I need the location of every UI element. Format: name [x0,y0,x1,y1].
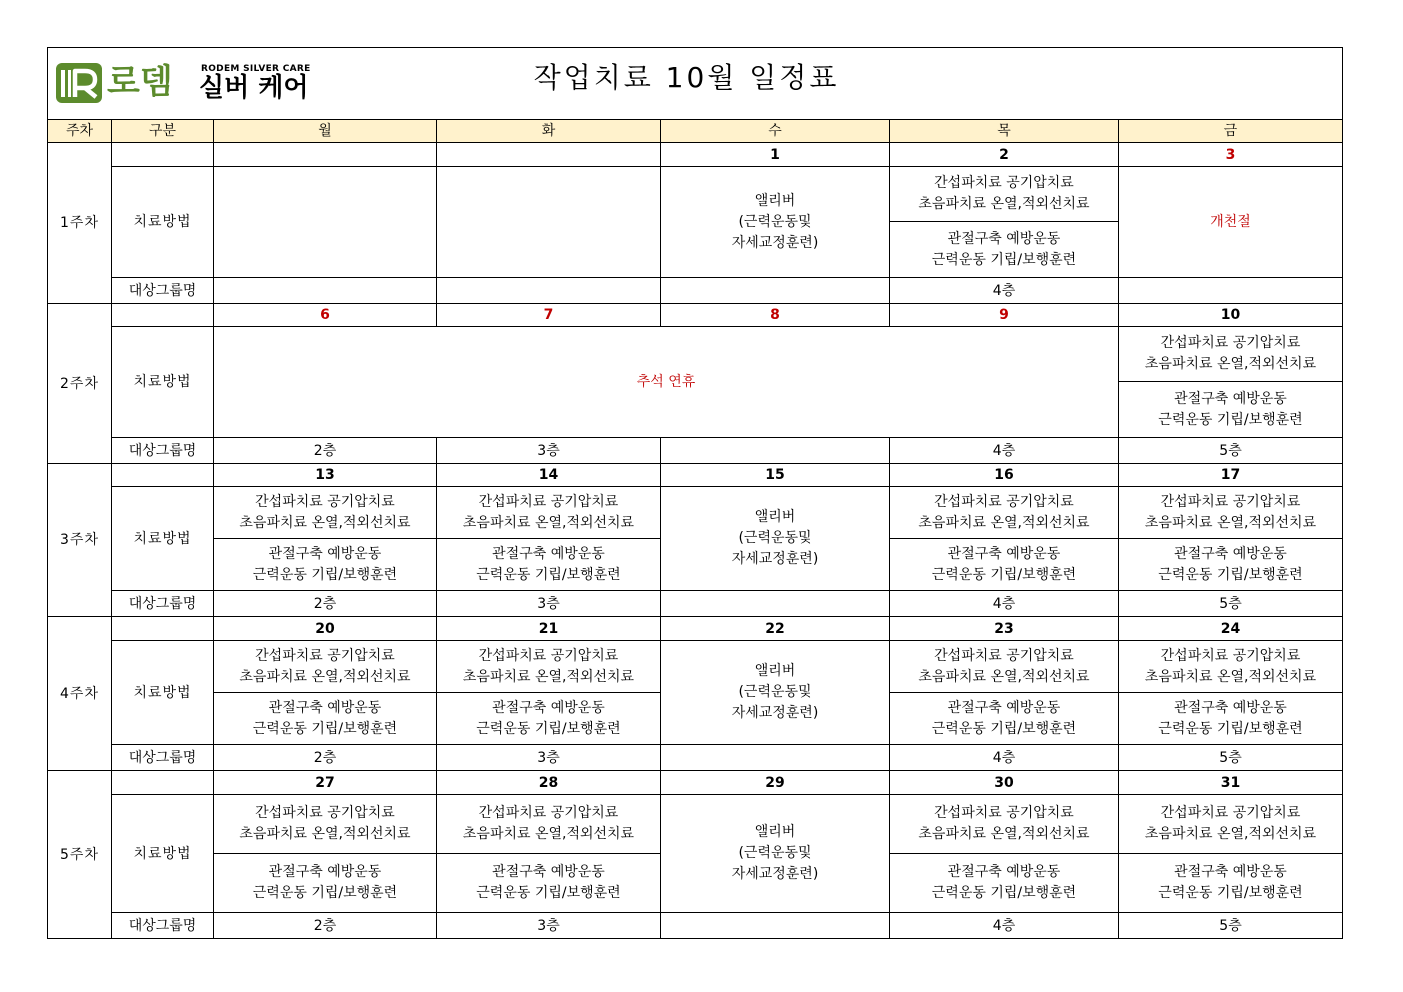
holiday-cell: 추석 연휴 [214,327,1119,438]
therapy-cell-bottom [890,222,1119,278]
header-day-mon: 월 [214,120,437,143]
date-cell-tue: 7 [437,304,661,327]
header-day-tue: 화 [437,120,661,143]
date-cell-wed: 15 [661,464,890,487]
therapy-cell-top [1119,487,1343,539]
holiday-cell: 개천절 [1119,167,1343,278]
group-cell-fri: 5층 [1119,591,1343,617]
date-cell-fri: 3 [1119,143,1343,167]
therapy-line: 근력운동 기립/보행훈련 [476,566,621,583]
therapy-line: 초음파치료 온열,적외선치료 [462,826,635,842]
therapy-line: 초음파치료 온열,적외선치료 [918,514,1090,531]
therapy-line: 관절구축 예방운동 [947,699,1061,716]
therapy-cell-bottom [1119,854,1343,913]
aliver-line: 앨리버 [754,509,796,525]
category-empty [112,143,214,167]
week-2-method-row [48,327,1343,382]
therapy-cell-bottom [437,854,661,913]
date-cell-wed: 8 [661,304,890,327]
therapy-cell-top [437,641,661,693]
date-cell-tue: 14 [437,464,661,487]
date-cell-fri: 17 [1119,464,1343,487]
date-cell-thu: 23 [890,617,1119,641]
empty-cell [437,143,661,167]
group-cell-mon: 2층 [214,591,437,617]
group-cell-mon: 2층 [214,438,437,464]
therapy-line: 관절구축 예방운동 [1174,545,1287,562]
aliver-line: 앨리버 [754,192,796,209]
therapy-cell-top [890,167,1119,222]
therapy-cell-top [214,641,437,693]
week-label: 4주차 [48,617,112,771]
date-cell-mon: 20 [214,617,437,641]
therapy-cell-top [437,795,661,854]
empty-cell [661,591,890,617]
date-cell-tue: 28 [437,771,661,795]
therapy-line: 간섭파치료 공기압치료 [478,647,619,664]
aliver-line: 자세교정훈련) [731,705,819,721]
therapy-line: 간섭파치료 공기압치료 [934,647,1074,664]
group-cell-tue: 3층 [437,913,661,939]
therapy-line: 초음파치료 온열,적외선치료 [1144,356,1317,372]
therapy-cell-top [437,487,661,539]
therapy-cell-bottom [890,539,1119,591]
therapy-line: 간섭파치료 공기압치료 [255,493,395,510]
week-1-group-row [48,278,1343,304]
category-method: 치료방법 [112,487,214,591]
header-week: 주차 [48,120,112,143]
therapy-line: 근력운동 기립/보행훈련 [1158,566,1303,583]
empty-cell [214,143,437,167]
therapy-line: 간섭파치료 공기압치료 [478,493,619,510]
therapy-line: 근력운동 기립/보행훈련 [931,251,1077,268]
therapy-cell-bottom [437,539,661,591]
date-cell-mon: 27 [214,771,437,795]
therapy-line: 근력운동 기립/보행훈련 [931,720,1077,737]
empty-cell [437,167,661,278]
therapy-line: 초음파치료 온열,적외선치료 [918,826,1090,842]
category-method: 치료방법 [112,641,214,745]
therapy-line: 초음파치료 온열,적외선치료 [918,668,1090,685]
week-label: 2주차 [48,304,112,464]
date-cell-mon: 6 [214,304,437,327]
date-cell-thu: 9 [890,304,1119,327]
therapy-line: 근력운동 기립/보행훈련 [1158,720,1303,737]
therapy-line: 관절구축 예방운동 [1174,699,1287,716]
therapy-cell-top [1119,327,1343,382]
aliver-cell [661,487,890,591]
date-cell-fri: 31 [1119,771,1343,795]
therapy-cell-bottom [890,854,1119,913]
week-4-method-row [48,641,1343,693]
therapy-line: 간섭파치료 공기압치료 [934,493,1074,510]
aliver-line: 자세교정훈련) [731,551,819,567]
therapy-line: 관절구축 예방운동 [947,230,1061,247]
week-4-date-row [48,617,1343,641]
page-title: 작업치료 10월 일정표 [533,61,840,94]
date-cell-thu: 30 [890,771,1119,795]
therapy-cell-bottom [214,693,437,745]
therapy-line: 근력운동 기립/보행훈련 [252,885,398,901]
category-method: 치료방법 [112,795,214,913]
group-cell-thu: 4층 [890,591,1119,617]
aliver-cell [661,641,890,745]
therapy-line: 관절구축 예방운동 [268,699,382,716]
therapy-cell-bottom [437,693,661,745]
week-1-method-row [48,167,1343,222]
week-label: 3주차 [48,464,112,617]
therapy-line: 간섭파치료 공기압치료 [255,805,395,821]
group-cell-tue: 3층 [437,438,661,464]
group-cell-thu: 4층 [890,913,1119,939]
aliver-line: 자세교정훈련) [731,866,819,882]
category-group: 대상그룹명 [112,745,214,771]
week-2-group-row [48,438,1343,464]
category-group: 대상그룹명 [112,591,214,617]
category-empty [112,464,214,487]
therapy-line: 근력운동 기립/보행훈련 [1158,885,1303,901]
date-cell-mon: 13 [214,464,437,487]
header-day-fri: 금 [1119,120,1343,143]
week-5-date-row [48,771,1343,795]
therapy-line: 초음파치료 온열,적외선치료 [1144,826,1317,842]
group-cell-fri: 5층 [1119,913,1343,939]
group-cell-thu: 4층 [890,745,1119,771]
therapy-cell-bottom [1119,539,1343,591]
empty-cell [661,745,890,771]
therapy-cell-top [214,487,437,539]
week-label: 1주차 [48,143,112,304]
empty-cell [214,278,437,304]
header-category: 구분 [112,120,214,143]
category-group: 대상그룹명 [112,278,214,304]
therapy-cell-bottom [214,539,437,591]
therapy-cell-top [890,795,1119,854]
therapy-line: 초음파치료 온열,적외선치료 [239,514,411,531]
therapy-line: 초음파치료 온열,적외선치료 [1144,514,1317,531]
empty-cell [661,438,890,464]
therapy-line: 관절구축 예방운동 [492,699,605,716]
title-cell [48,48,1343,120]
category-empty [112,617,214,641]
therapy-cell-top [890,641,1119,693]
therapy-line: 관절구축 예방운동 [268,545,382,562]
therapy-line: 초음파치료 온열,적외선치료 [239,826,411,842]
header-day-wed: 수 [661,120,890,143]
week-3-method-row [48,487,1343,539]
week-5-method-row [48,795,1343,854]
empty-cell [661,278,890,304]
week-1-date-row [48,143,1343,167]
group-cell-thu: 4층 [890,438,1119,464]
therapy-line: 근력운동 기립/보행훈련 [476,720,621,737]
therapy-line: 근력운동 기립/보행훈련 [252,720,398,737]
title-area [48,48,1342,119]
therapy-line: 간섭파치료 공기압치료 [478,805,619,821]
empty-cell [661,913,890,939]
week-3-date-row [48,464,1343,487]
group-cell-thu: 4층 [890,278,1119,304]
aliver-line: 앨리버 [754,663,796,679]
date-cell-wed: 1 [661,143,890,167]
week-2-date-row [48,304,1343,327]
group-cell-fri: 5층 [1119,438,1343,464]
date-cell-tue: 21 [437,617,661,641]
empty-cell [1119,278,1343,304]
logo-name-ko: 로뎀 [107,62,173,102]
empty-cell [437,278,661,304]
group-cell-mon: 2층 [214,913,437,939]
therapy-cell-bottom [214,854,437,913]
date-cell-fri: 10 [1119,304,1343,327]
therapy-line: 간섭파치료 공기압치료 [934,805,1074,821]
therapy-line: 초음파치료 온열,적외선치료 [239,668,411,685]
date-cell-fri: 24 [1119,617,1343,641]
therapy-line: 초음파치료 온열,적외선치료 [918,196,1090,212]
therapy-cell-bottom [1119,382,1343,438]
week-3-group-row [48,591,1343,617]
category-method: 치료방법 [112,167,214,278]
therapy-cell-bottom [1119,693,1343,745]
therapy-line: 관절구축 예방운동 [268,864,382,880]
therapy-line: 관절구축 예방운동 [492,864,605,880]
aliver-line: (근력운동및 [738,684,812,700]
therapy-line: 간섭파치료 공기압치료 [1160,335,1301,351]
week-4-group-row [48,745,1343,771]
category-group: 대상그룹명 [112,913,214,939]
group-cell-tue: 3층 [437,745,661,771]
group-cell-mon: 2층 [214,745,437,771]
group-cell-fri: 5층 [1119,745,1343,771]
aliver-line: 자세교정훈련) [731,234,819,251]
aliver-cell [661,167,890,278]
therapy-line: 간섭파치료 공기압치료 [1160,493,1301,510]
therapy-cell-top [1119,641,1343,693]
date-cell-thu: 16 [890,464,1119,487]
therapy-line: 초음파치료 온열,적외선치료 [462,514,635,531]
therapy-line: 관절구축 예방운동 [947,545,1061,562]
therapy-line: 간섭파치료 공기압치료 [255,647,395,664]
therapy-line: 근력운동 기립/보행훈련 [931,566,1077,583]
schedule-table [47,47,1343,939]
therapy-line: 근력운동 기립/보행훈련 [931,885,1077,901]
therapy-cell-top [890,487,1119,539]
date-cell-thu: 2 [890,143,1119,167]
week-5-group-row [48,913,1343,939]
category-empty [112,771,214,795]
therapy-line: 간섭파치료 공기압치료 [1160,647,1301,664]
therapy-line: 근력운동 기립/보행훈련 [252,566,398,583]
logo-name-en: RODEM SILVER CARE [201,64,311,74]
therapy-cell-bottom [890,693,1119,745]
therapy-line: 관절구축 예방운동 [492,545,605,562]
therapy-line: 초음파치료 온열,적외선치료 [1144,668,1317,685]
category-method: 치료방법 [112,327,214,438]
title-row [48,48,1343,120]
date-cell-wed: 22 [661,617,890,641]
therapy-line: 관절구축 예방운동 [1174,390,1287,407]
therapy-line: 간섭파치료 공기압치료 [934,175,1074,191]
therapy-line: 초음파치료 온열,적외선치료 [462,668,635,685]
aliver-cell [661,795,890,913]
therapy-line: 간섭파치료 공기압치료 [1160,805,1301,821]
therapy-line: 관절구축 예방운동 [1174,864,1287,880]
empty-cell [214,167,437,278]
therapy-cell-top [1119,795,1343,854]
therapy-line: 근력운동 기립/보행훈련 [1158,411,1303,428]
column-header-row [48,120,1343,143]
aliver-line: (근력운동및 [738,845,812,861]
logo-name-sub: 실버 케어 [199,73,309,103]
aliver-line: (근력운동및 [738,530,812,546]
therapy-line: 관절구축 예방운동 [947,864,1061,880]
week-label: 5주차 [48,771,112,939]
group-cell-tue: 3층 [437,591,661,617]
category-group: 대상그룹명 [112,438,214,464]
therapy-line: 근력운동 기립/보행훈련 [476,885,621,901]
aliver-line: (근력운동및 [738,213,812,230]
category-empty [112,304,214,327]
header-day-thu: 목 [890,120,1119,143]
date-cell-wed: 29 [661,771,890,795]
aliver-line: 앨리버 [754,824,796,840]
therapy-cell-top [214,795,437,854]
